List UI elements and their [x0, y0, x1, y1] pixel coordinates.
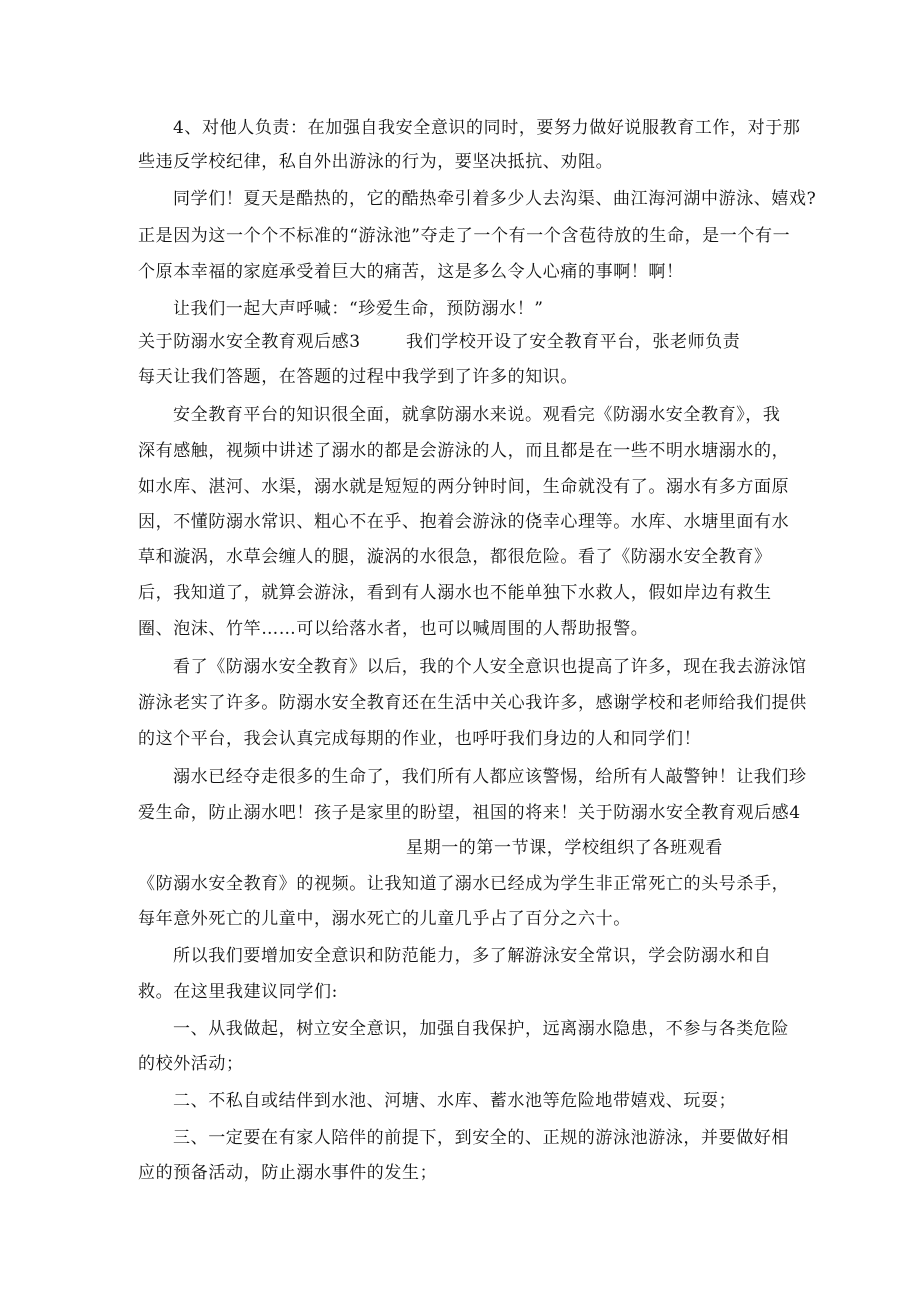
text-line: 救。在这里我建议同学们: — [138, 982, 338, 1002]
section-heading: 关于防溺水安全教育观后感3 — [138, 332, 361, 352]
text-line: 二、不私自或结伴到水池、河塘、水库、蓄水池等危险地带嬉戏、玩耍； — [173, 1091, 737, 1111]
text-line: 如水库、湛河、水渠，溺水就是短短的两分钟时间，生命就没有了。溺水有多方面原 — [138, 477, 790, 497]
text-line: 正是因为这一个个不标准的“游泳池”夺走了一个有一个含苞待放的生命，是一个有一 — [138, 226, 791, 246]
text-line: 同学们！夏天是酷热的，它的酷热牵引着多少人去沟渠、曲江海河湖中游泳、嬉戏? — [173, 189, 817, 209]
text-line: 让我们一起大声呼喊：“珍爱生命，预防溺水！” — [173, 299, 544, 319]
text-line: 游泳老实了许多。防溺水安全教育还在生活中关心我许多，感谢学校和老师给我们提供 — [138, 693, 807, 713]
text-line: 4、对他人负责：在加强自我安全意识的同时，要努力做好说服教育工作，对于那 — [173, 118, 801, 138]
text-line: 溺水已经夺走很多的生命了，我们所有人都应该警惕，给所有人敲警钟！让我们珍 — [173, 767, 807, 787]
text-line: 草和漩涡，水草会缠人的腿，漩涡的水很急，都很危险。看了《防溺水安全教育》 — [138, 547, 772, 567]
text-line: 些违反学校纪律，私自外出游泳的行为，要坚决抵抗、劝阻。 — [138, 152, 614, 172]
text-line: 因，不懂防溺水常识、粗心不在乎、抱着会游泳的侥幸心理等。水库、水塘里面有水 — [138, 512, 790, 532]
text-line: 看了《防溺水安全教育》以后，我的个人安全意识也提高了许多，现在我去游泳馆 — [173, 657, 807, 677]
text-line: 后，我知道了，就算会游泳，看到有人溺水也不能单独下水救人，假如岸边有救生 — [138, 583, 772, 603]
text-line: 三、一定要在有家人陪伴的前提下，到安全的、正规的游泳池游泳，并要做好相 — [173, 1128, 789, 1148]
text-line: 深有感触，视频中讲述了溺水的都是会游泳的人，而且都是在一些不明水塘溺水的， — [138, 441, 790, 461]
text-line: 的这个平台，我会认真完成每期的作业，也呼吁我们身边的人和同学们！ — [138, 729, 702, 749]
text-line: 星期一的第一节课，学校组织了各班观看 — [406, 838, 723, 858]
text-line: 每年意外死亡的儿童中，溺水死亡的儿童几乎占了百分之六十。 — [138, 909, 631, 929]
text-line: 应的预备活动，防止溺水事件的发生； — [138, 1163, 438, 1183]
text-line: 个原本幸福的家庭承受着巨大的痛苦，这是多么令人心痛的事啊！啊！ — [138, 262, 684, 282]
text-line: 《防溺水安全教育》的视频。让我知道了溺水已经成为学生非正常死亡的头号杀手， — [138, 874, 790, 894]
text-line: 的校外活动； — [138, 1054, 244, 1074]
text-line: 我们学校开设了安全教育平台，张老师负责 — [406, 332, 741, 352]
text-line: 圈、泡沫、竹竿……可以给落水者，也可以喊周围的人帮助报警。 — [138, 619, 649, 639]
text-line: 安全教育平台的知识很全面，就拿防溺水来说。观看完《防溺水安全教育》，我 — [173, 405, 781, 425]
text-line: 所以我们要增加安全意识和防范能力，多了解游泳安全常识，学会防溺水和自 — [173, 946, 772, 966]
text-line: 每天让我们答题，在答题的过程中我学到了许多的知识。 — [138, 367, 578, 387]
text-line: 爱生命，防止溺水吧！孩子是家里的盼望，祖国的将来！关于防溺水安全教育观后感4 — [138, 803, 801, 823]
text-line: 一、从我做起，树立安全意识，加强自我保护，远离溺水隐患，不参与各类危险 — [173, 1019, 789, 1039]
